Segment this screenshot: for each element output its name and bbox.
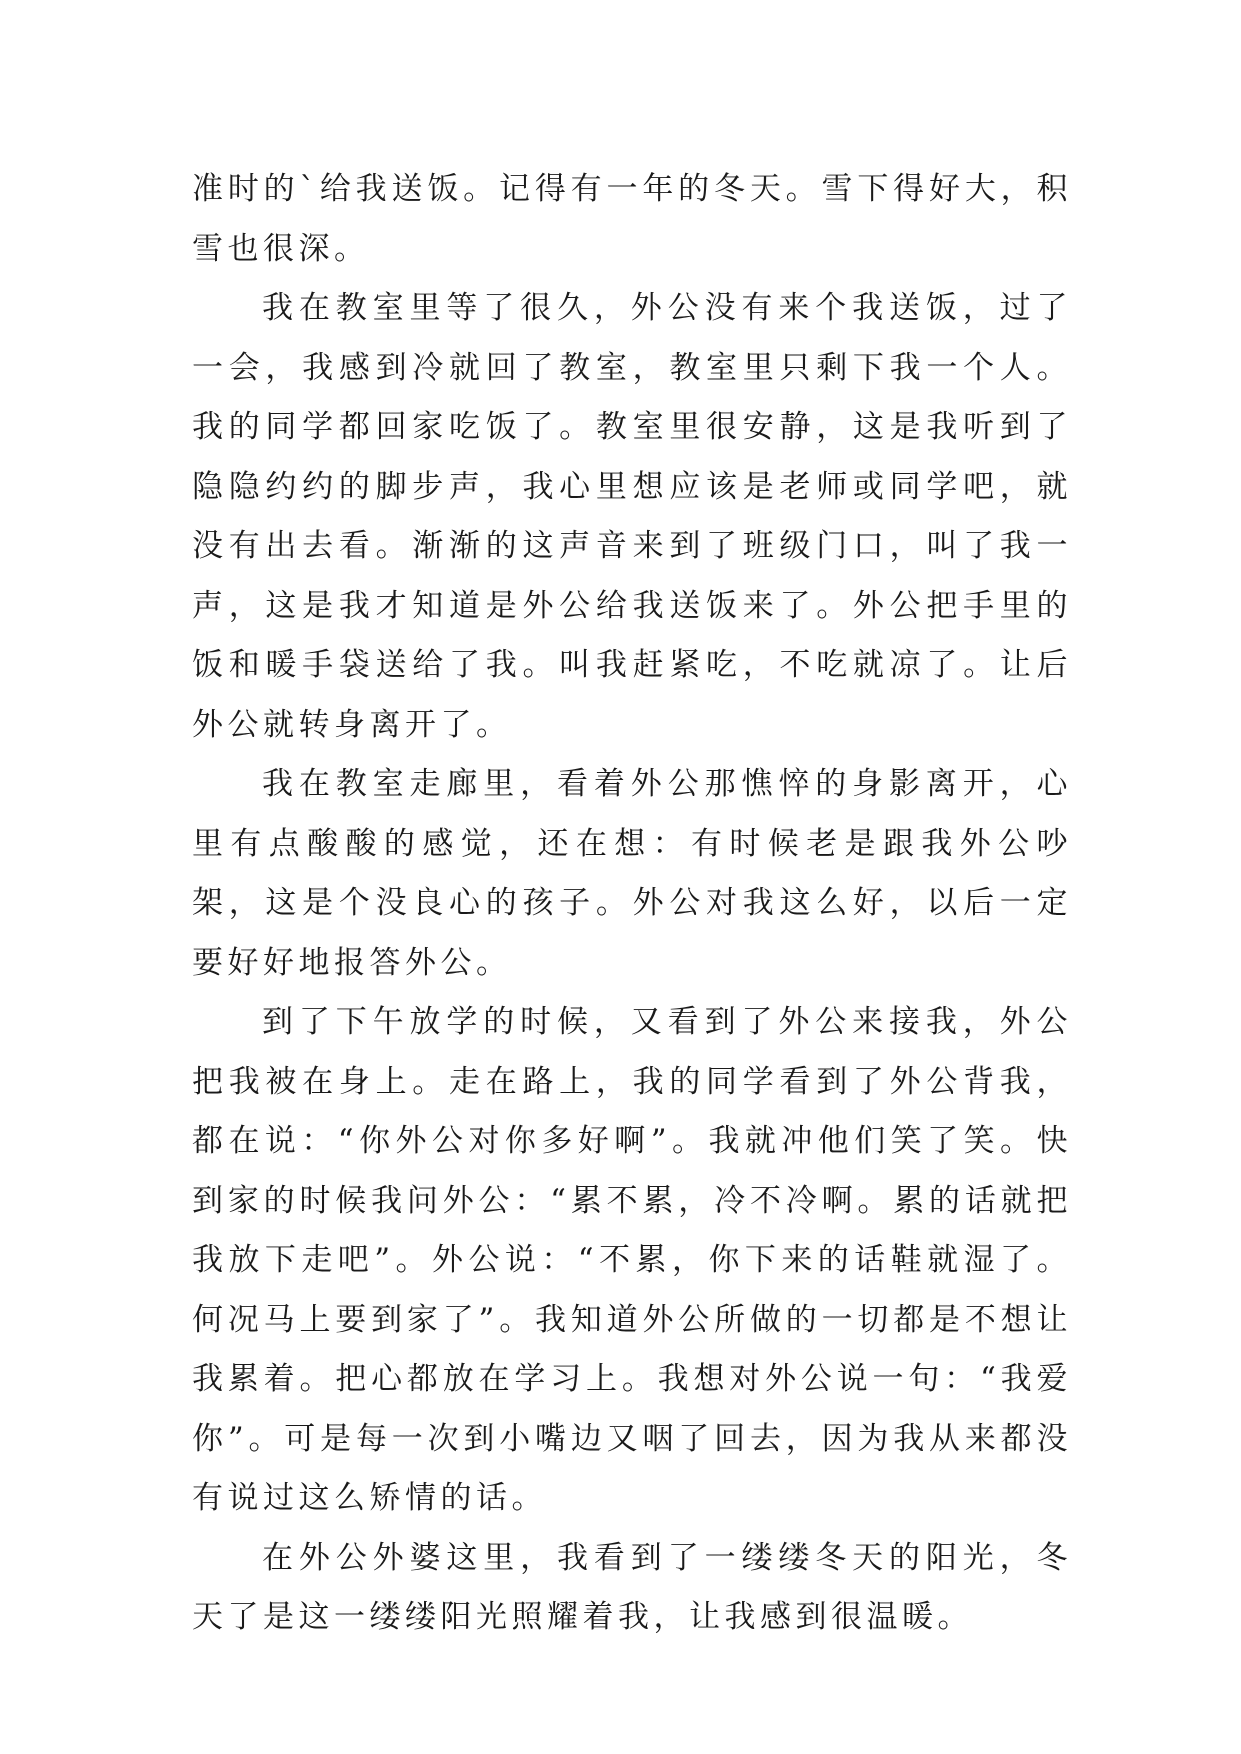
paragraph-carried-home: 到了下午放学的时候，又看到了外公来接我，外公把我被在身上。走在路上，我的同学看到了外公背我，都在说：“你外公对你多好啊”。我就冲他们笑了笑。快到家的时候我问外公：“累不累，冷不冷啊。累的话就把我放下走吧”。外公说：“不累，你下来的话鞋就湿了。何况马上要到家了”。我知道外公所做的一切都是不想让我累着。把心都放在学习上。我想对外公说一句：“我爱你”。可是每一次到小嘴边又咽了回去，因为我从来都没有说过这么矫情的话。 <box>192 1004 1072 1516</box>
paragraph-continuation: 准时的`给我送饭。记得有一年的冬天。雪下得好大，积雪也很深。 <box>192 171 1072 267</box>
paragraph-watching-grandpa-leave: 我在教室走廊里，看着外公那憔悴的身影离开，心里有点酸酸的感觉，还在想：有时候老是跟我外公吵架，这是个没良心的孩子。外公对我这么好，以后一定要好好地报答外公。 <box>192 766 1072 981</box>
paragraph-winter-sunshine: 在外公外婆这里，我看到了一缕缕冬天的阳光，冬天了是这一缕缕阳光照耀着我，让我感到很温暖。 <box>192 1539 1072 1635</box>
paragraph-waiting-in-classroom: 我在教室里等了很久，外公没有来个我送饭，过了一会，我感到冷就回了教室，教室里只剩下我一个人。我的同学都回家吃饭了。教室里很安静，这是我听到了隐隐约约的脚步声，我心里想应该是老师或同学吧，就没有出去看。渐渐的这声音来到了班级门口，叫了我一声，这是我才知道是外公给我送饭来了。外公把手里的饭和暖手袋送给了我。叫我赶紧吃，不吃就凉了。让后外公就转身离开了。 <box>192 290 1072 743</box>
essay-body <box>192 160 1072 1648</box>
